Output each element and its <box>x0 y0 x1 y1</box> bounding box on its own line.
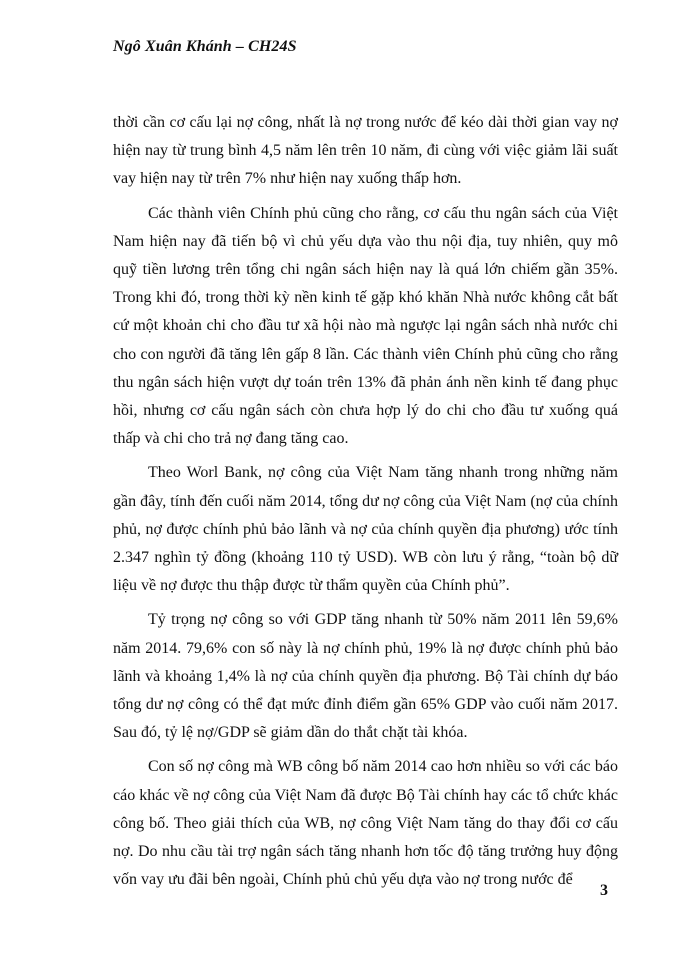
paragraph-world-bank: Theo Worl Bank, nợ công của Việt Nam tăng nhanh trong những năm gần đây, tính đến cuối năm 2014, tổng dư nợ công của Việt Nam (nợ của chính phủ, nợ được chính phủ bảo lãnh và nợ của chính quyền địa phương) ước tính 2.347 nghìn tỷ đồng (khoảng 110 tỷ USD). WB còn lưu ý rằng, “toàn bộ dữ liệu về nợ được thu thập được từ thẩm quyền của Chính phủ”. <box>113 464 618 595</box>
paragraph-debt-structure: Con số nợ công mà WB công bố năm 2014 cao hơn nhiều so với các báo cáo khác về nợ công của Việt Nam đã được Bộ Tài chính hay các tổ chức khác công bố. Theo giải thích của WB, nợ công Việt Nam tăng do thay đổi cơ cấu nợ. Do nhu cầu tài trợ ngân sách tăng nhanh hơn tốc độ tăng trưởng huy động vốn vay ưu đãi bên ngoài, Chính phủ chủ yếu dựa vào nợ trong nước để <box>113 758 618 889</box>
paragraph-continuation: thời cần cơ cấu lại nợ công, nhất là nợ trong nước để kéo dài thời gian vay nợ hiện nay từ trung bình 4,5 năm lên trên 10 năm, đi cùng với việc giảm lãi suất vay hiện nay từ trên 7% như hiện nay xuống thấp hơn. <box>113 114 618 188</box>
paragraph-budget-structure: Các thành viên Chính phủ cũng cho rằng, cơ cấu thu ngân sách của Việt Nam hiện nay đã tiến bộ vì chủ yếu dựa vào thu nội địa, tuy nhiên, quy mô quỹ tiền lương trên tổng chi ngân sách hiện nay là quá lớn chiếm gần 35%. Trong khi đó, trong thời kỳ nền kinh tế gặp khó khăn Nhà nước không cắt bất cứ một khoản chi cho đầu tư xã hội nào mà ngược lại ngân sách nhà nước chi cho con người đã tăng lên gấp 8 lần. Các thành viên Chính phủ cũng cho rằng thu ngân sách hiện vượt dự toán trên 13% đã phản ánh nền kinh tế đang phục hồi, nhưng cơ cấu ngân sách còn chưa hợp lý do chi cho đầu tư xuống quá thấp và chi cho trả nợ đang tăng cao. <box>113 204 618 448</box>
page-number: 3 <box>600 882 608 899</box>
paragraph-debt-gdp-ratio: Tỷ trọng nợ công so với GDP tăng nhanh từ 50% năm 2011 lên 59,6% năm 2014. 79,6% con số này là nợ chính phủ, 19% là nợ được chính phủ bảo lãnh và khoảng 1,4% là nợ của chính quyền địa phương. Bộ Tài chính dự báo tổng dư nợ công có thể đạt mức đỉnh điểm gần 65% GDP vào cuối năm 2017. Sau đó, tỷ lệ nợ/GDP sẽ giảm dần do thắt chặt tài khóa. <box>113 611 618 742</box>
running-header: Ngô Xuân Khánh – CH24S <box>113 38 297 55</box>
body-text <box>113 109 618 900</box>
